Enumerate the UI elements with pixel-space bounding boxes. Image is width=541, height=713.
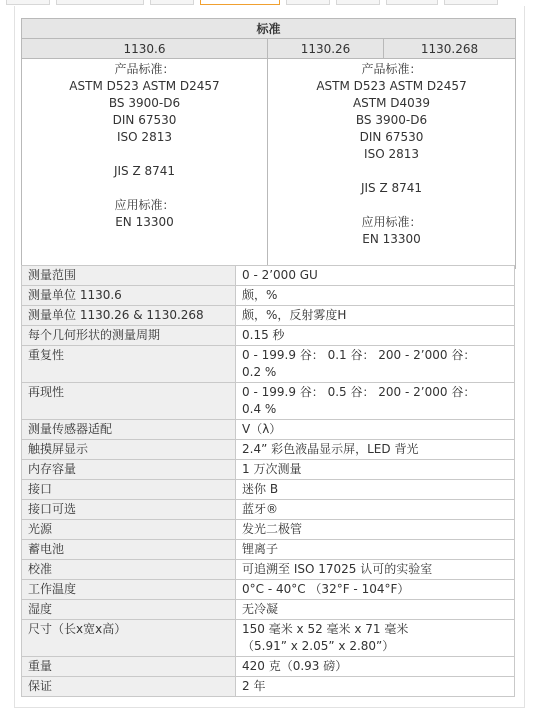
- spec-row: [22, 520, 515, 540]
- spec-row: [22, 460, 515, 480]
- spec-value: [236, 600, 515, 620]
- spec-value-line: 0 - 2’000 GU: [242, 268, 318, 282]
- standard-line: [268, 197, 515, 214]
- spec-value-line: 0.2 %: [242, 365, 277, 379]
- spec-row: [22, 286, 515, 306]
- spec-value: [236, 326, 515, 346]
- spec-label: 保证: [22, 677, 236, 697]
- spec-value-line: 可追溯至 ISO 17025 认可的实验室: [242, 562, 433, 576]
- spec-row: [22, 560, 515, 580]
- spec-value-line: 0 - 199.9 谷： 0.1 谷： 200 - 2’000 谷：: [242, 348, 476, 362]
- spec-value-line: 蓝牙®: [242, 502, 279, 516]
- spec-value-line: 150 毫米 x 52 毫米 x 71 毫米: [242, 622, 409, 636]
- spec-label: 触摸屏显示: [22, 440, 236, 460]
- standard-line: BS 3900-D6: [355, 113, 428, 127]
- spec-value: [236, 540, 515, 560]
- spec-value-line: 2.4” 彩色液晶显示屏，LED 背光: [242, 442, 419, 456]
- tab[interactable]: [6, 0, 50, 5]
- spec-row: [22, 346, 515, 383]
- spec-row: [22, 677, 515, 697]
- standard-line: 产品标准：: [361, 62, 422, 76]
- spec-value-line: 1 万次测量: [242, 462, 302, 476]
- tab[interactable]: [286, 0, 330, 5]
- spec-row: [22, 326, 515, 346]
- standard-line: EN 13300: [362, 232, 421, 246]
- spec-row: [22, 600, 515, 620]
- spec-value: [236, 266, 515, 286]
- standard-line: [22, 146, 267, 163]
- tab[interactable]: [56, 0, 144, 5]
- spec-row: [22, 657, 515, 677]
- model-header: 1130.26: [268, 39, 384, 59]
- standard-line: 产品标准：: [114, 62, 175, 76]
- spec-value-line: V（λ）: [242, 422, 282, 436]
- spec-value-line: 0.4 %: [242, 402, 277, 416]
- standard-line: DIN 67530: [359, 130, 424, 144]
- spec-value-line: 420 克（0.93 磅）: [242, 659, 348, 673]
- spec-row: [22, 540, 515, 560]
- spec-value-line: （5.91” x 2.05” x 2.80”）: [242, 639, 395, 653]
- standard-line: JIS Z 8741: [360, 181, 423, 195]
- spec-row: [22, 420, 515, 440]
- standard-line: ASTM D523 ASTM D2457: [69, 79, 220, 93]
- spec-label: 测量单位 1130.6: [22, 286, 236, 306]
- standards-title: 标准: [22, 19, 516, 39]
- spec-value-line: 发光二极管: [242, 522, 303, 536]
- spec-value: [236, 657, 515, 677]
- standard-line: [22, 180, 267, 197]
- spec-value-line: 2 年: [242, 679, 266, 693]
- standard-line: DIN 67530: [112, 113, 177, 127]
- spec-label: 校准: [22, 560, 236, 580]
- standard-line: ISO 2813: [117, 130, 172, 144]
- spec-label: 尺寸（长x宽x高）: [22, 620, 236, 657]
- spec-row: [22, 266, 515, 286]
- standard-line: ISO 2813: [364, 147, 419, 161]
- spec-value: [236, 420, 515, 440]
- spec-label: 每个几何形状的测量周期: [22, 326, 236, 346]
- standard-line: BS 3900-D6: [108, 96, 181, 110]
- spec-value: [236, 520, 515, 540]
- spec-row: [22, 620, 515, 657]
- spec-row: [22, 500, 515, 520]
- spec-row: [22, 580, 515, 600]
- spec-value: [236, 480, 515, 500]
- standard-line: ASTM D523 ASTM D2457: [316, 79, 467, 93]
- tab[interactable]: [386, 0, 438, 5]
- spec-value-line: 锂离子: [242, 542, 279, 556]
- spec-label: 测量传感器适配: [22, 420, 236, 440]
- spec-label: 测量单位 1130.26 & 1130.268: [22, 306, 236, 326]
- spec-value: [236, 383, 515, 420]
- spec-label: 蓄电池: [22, 540, 236, 560]
- tab[interactable]: [336, 0, 380, 5]
- tab[interactable]: [444, 0, 498, 5]
- spec-row: [22, 480, 515, 500]
- spec-value: [236, 306, 515, 326]
- spec-value: [236, 460, 515, 480]
- spec-value: [236, 560, 515, 580]
- spec-label: 湿度: [22, 600, 236, 620]
- spec-label: 重量: [22, 657, 236, 677]
- standard-line: 应用标准：: [114, 198, 175, 212]
- standard-line: ASTM D4039: [352, 96, 431, 110]
- spec-row: [22, 440, 515, 460]
- standard-line: JIS Z 8741: [113, 164, 176, 178]
- spec-value: [236, 580, 515, 600]
- spec-value-line: 迷你 B: [242, 482, 279, 496]
- spec-value: [236, 346, 515, 383]
- spec-label: 再现性: [22, 383, 236, 420]
- standards-cell: [22, 59, 268, 269]
- spec-value: [236, 620, 515, 657]
- standard-line: 应用标准：: [361, 215, 422, 229]
- model-header: 1130.268: [384, 39, 516, 59]
- spec-label: 接口可选: [22, 500, 236, 520]
- spec-label: 内存容量: [22, 460, 236, 480]
- spec-label: 光源: [22, 520, 236, 540]
- spec-value-line: 颇，%，反射雾度H: [242, 308, 347, 322]
- standards-table: [21, 18, 516, 269]
- tab-active[interactable]: [200, 0, 280, 5]
- spec-value: [236, 440, 515, 460]
- standard-line: EN 13300: [115, 215, 174, 229]
- spec-label: 工作温度: [22, 580, 236, 600]
- spec-value: [236, 286, 515, 306]
- spec-table: [21, 265, 515, 697]
- spec-label: 测量范围: [22, 266, 236, 286]
- spec-value: [236, 500, 515, 520]
- standards-cell: [268, 59, 516, 269]
- tab[interactable]: [150, 0, 194, 5]
- spec-row: [22, 306, 515, 326]
- spec-value-line: 0.15 秒: [242, 328, 285, 342]
- standard-line: [268, 163, 515, 180]
- spec-value-line: 颇，%: [242, 288, 278, 302]
- spec-label: 接口: [22, 480, 236, 500]
- spec-label: 重复性: [22, 346, 236, 383]
- model-header: 1130.6: [22, 39, 268, 59]
- spec-value-line: 0°C - 40°C （32°F - 104°F）: [242, 582, 410, 596]
- spec-value-line: 0 - 199.9 谷： 0.5 谷： 200 - 2’000 谷：: [242, 385, 476, 399]
- spec-value: [236, 677, 515, 697]
- spec-value-line: 无冷凝: [242, 602, 279, 616]
- spec-row: [22, 383, 515, 420]
